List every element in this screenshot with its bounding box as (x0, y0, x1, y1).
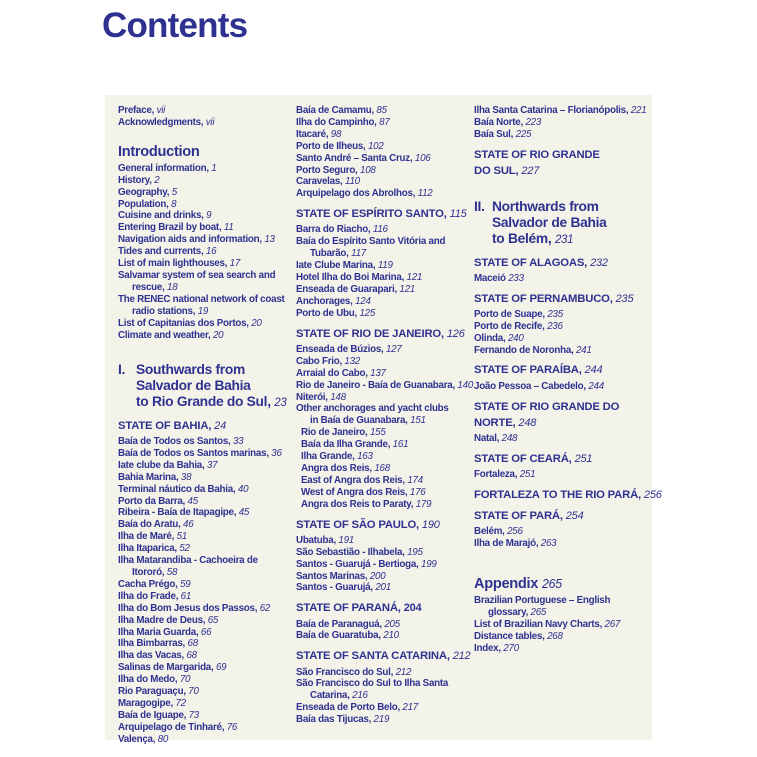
toc-entry: Tides and currents, 16 (118, 246, 217, 258)
toc-section-heading: NORTE, 248 (474, 416, 537, 429)
toc-entry: Geography, 5 (118, 186, 177, 198)
toc-section-heading: STATE OF PARAÍBA, 244 (474, 364, 603, 377)
page-number: 231 (554, 233, 574, 246)
toc-entry: Acknowledgments, vii (118, 116, 215, 128)
page-number: 268 (547, 630, 563, 642)
page-number: 210 (383, 630, 399, 642)
page-number: 19 (197, 305, 209, 317)
page-number: 256 (507, 526, 523, 538)
page-number: 127 (385, 343, 402, 355)
toc-entry: East of Angra dos Reis, 174 (301, 474, 423, 486)
page-number: 174 (407, 474, 423, 486)
toc-entry: The RENEC national network of coast (118, 293, 285, 305)
toc-part-heading: I. Southwards from (118, 362, 245, 378)
toc-column-2 (296, 105, 472, 726)
toc-entry: São Francisco do Sul to Ilha Santa (296, 678, 449, 690)
toc-entry: Index, 270 (474, 642, 519, 654)
part-number: I. (118, 362, 126, 378)
page-number: 151 (410, 415, 426, 427)
toc-entry: Ilha do Medo, 70 (118, 674, 191, 686)
page-number: 112 (417, 188, 433, 200)
page-number: 270 (503, 642, 519, 654)
page-number: 155 (369, 427, 386, 439)
page-number: 248 (501, 432, 518, 444)
page-number: 163 (357, 451, 373, 463)
toc-entry: Navigation aids and information, 13 (118, 234, 275, 246)
page-number: 70 (179, 674, 191, 686)
page-number: 16 (205, 246, 217, 258)
toc-entry: Baía das Tijucas, 219 (296, 714, 390, 726)
page-number: 244 (588, 380, 604, 392)
toc-entry: Catarina, 216 (310, 690, 368, 702)
toc-entry: Baía de Guaratuba, 210 (296, 630, 399, 642)
toc-entry: Porto da Barra, 45 (118, 495, 198, 507)
page-number: 58 (166, 566, 178, 578)
page-number: 68 (187, 638, 198, 650)
page-number: 46 (183, 519, 194, 531)
page-number: 265 (541, 577, 562, 592)
toc-section-heading: STATE OF RIO GRANDE DO (474, 400, 620, 413)
toc-entry: Santos - Guarujá, 201 (296, 582, 391, 594)
toc-heading: Appendix 265 (474, 576, 562, 593)
toc-entry: Baía da Ilha Grande, 161 (301, 439, 409, 451)
page-number: 233 (508, 272, 524, 284)
toc-entry: Porto de Ilheus, 102 (296, 140, 384, 152)
toc-section-heading: STATE OF PARÁ, 254 (474, 510, 584, 523)
toc-entry: Other anchorages and yacht clubs (296, 403, 449, 415)
page-number: 201 (375, 582, 391, 594)
toc-entry: Enseada de Búzios, 127 (296, 343, 402, 355)
toc-entry: Iate clube da Bahia, 37 (118, 459, 218, 471)
toc-entry: Ubatuba, 191 (296, 534, 354, 546)
toc-entry: Baía Sul, 225 (474, 128, 532, 140)
page-number: 73 (188, 709, 199, 721)
page-number: 45 (238, 507, 250, 519)
page-number: 267 (604, 619, 621, 631)
toc-entry: Itacaré, 98 (296, 128, 342, 140)
toc-column-3 (474, 105, 662, 655)
contents-panel (105, 95, 662, 745)
toc-entry: Cuisine and drinks, 9 (118, 210, 212, 222)
toc-section-heading: DO SUL, 227 (474, 164, 540, 177)
page-number: 115 (449, 208, 467, 221)
toc-entry: João Pessoa – Cabedelo, 244 (474, 380, 604, 392)
toc-entry: Baía de Todos os Santos marinas, 36 (118, 447, 282, 459)
part-number: II. (474, 199, 485, 215)
toc-entry: Baía do Espírito Santo Vitória and (296, 236, 446, 248)
toc-entry: Ilha do Bom Jesus dos Passos, 62 (118, 602, 271, 614)
page-number: 199 (421, 558, 437, 570)
page-number: 254 (565, 510, 584, 523)
toc-section-heading: STATE OF SANTA CATARINA, 212 (296, 650, 471, 663)
page-number: 195 (407, 546, 423, 558)
page-number: 251 (519, 469, 536, 481)
page-title: Contents (102, 6, 248, 45)
toc-entry: Santos - Guarujá - Bertioga, 199 (296, 558, 437, 570)
page-number: 70 (188, 686, 199, 698)
page-number: 225 (515, 128, 532, 140)
page-number: 72 (175, 697, 186, 709)
toc-entry: Itororó, 58 (132, 566, 178, 578)
page-number: 235 (547, 308, 563, 320)
toc-entry: São Sebastião - Ilhabela, 195 (296, 546, 423, 558)
toc-entry: São Francisco do Sul, 212 (296, 666, 412, 678)
page-number: 20 (251, 317, 262, 329)
toc-part-heading: II. Northwards from (474, 199, 599, 215)
page-number: 66 (200, 626, 212, 638)
toc-entry: Rio Paraguaçu, 70 (118, 686, 199, 698)
page-number: 36 (271, 447, 282, 459)
page-number: 98 (330, 128, 342, 140)
page-number: 248 (518, 416, 537, 429)
toc-entry: Baía Norte, 223 (474, 116, 542, 128)
page-number: 2 (154, 174, 160, 186)
page-number: 263 (540, 538, 557, 550)
page-number: 137 (370, 367, 386, 379)
toc-section-heading: STATE OF RIO GRANDE (474, 148, 600, 161)
toc-entry: Hotel Ilha do Boi Marina, 121 (296, 272, 423, 284)
page-number: 106 (414, 152, 431, 164)
toc-entry: Ilha de Maré, 51 (118, 531, 187, 543)
toc-entry: Niterói, 148 (296, 391, 346, 403)
toc-entry: Ribeira - Baía de Itapagipe, 45 (118, 507, 250, 519)
toc-entry: Anchorages, 124 (296, 295, 371, 307)
toc-entry: Baía do Aratu, 46 (118, 519, 194, 531)
toc-entry: Baía de Iguape, 73 (118, 709, 199, 721)
page-number: 221 (630, 105, 647, 116)
toc-entry: Ilha Bimbarras, 68 (118, 638, 198, 650)
toc-entry: Porto de Recife, 236 (474, 320, 563, 332)
page-number: 219 (373, 714, 390, 726)
toc-entry: Ilha Madre de Deus, 65 (118, 614, 219, 626)
page-number: 227 (521, 164, 540, 177)
toc-entry: List of Capitanias dos Portos, 20 (118, 317, 262, 329)
page-number: 119 (377, 260, 393, 272)
toc-part-heading: Salvador de Bahia (136, 378, 251, 394)
page-number: 212 (395, 666, 412, 678)
page-number: vii (205, 116, 215, 128)
page-number: 20 (212, 329, 224, 341)
page-number: 256 (643, 488, 662, 501)
page-number: 190 (421, 518, 440, 531)
toc-entry: Ilha Itaparica, 52 (118, 543, 190, 555)
toc-entry: Iate Clube Marina, 119 (296, 260, 393, 272)
toc-part-heading: to Belém, 231 (492, 230, 574, 246)
page-number: 132 (344, 355, 361, 367)
page-number: 24 (214, 419, 227, 432)
page-number: 110 (345, 176, 360, 188)
toc-entry: Baía de Paranaguá, 205 (296, 618, 400, 630)
page-number: 61 (180, 590, 192, 602)
page-number: 116 (372, 224, 388, 236)
page-number: 8 (171, 198, 177, 210)
page-number: 126 (446, 327, 465, 340)
toc-entry: Salvamar system of sea search and (118, 269, 276, 281)
toc-section-heading: STATE OF ESPÍRITO SANTO, 115 (296, 208, 467, 221)
toc-entry: Santo André – Santa Cruz, 106 (296, 152, 431, 164)
toc-entry: Angra dos Reis, 168 (301, 462, 390, 474)
toc-entry: Barra do Riacho, 116 (296, 224, 388, 236)
page-number: 40 (237, 483, 249, 495)
page-number: 240 (507, 332, 524, 344)
toc-entry: Natal, 248 (474, 432, 518, 444)
toc-entry: List of Brazilian Navy Charts, 267 (474, 619, 621, 631)
toc-entry: Fernando de Noronha, 241 (474, 344, 592, 356)
page-number: 179 (415, 498, 432, 510)
page-number: 45 (187, 495, 198, 507)
page-number: 236 (547, 320, 563, 332)
toc-entry: Enseada de Guarapari, 121 (296, 283, 416, 295)
toc-section-heading: STATE OF RIO DE JANEIRO, 126 (296, 327, 465, 340)
page-number: 102 (367, 140, 384, 152)
toc-entry: Salinas de Margarida, 69 (118, 662, 227, 674)
page-number: 62 (259, 602, 271, 614)
page-number: 235 (615, 292, 634, 305)
page-number: 18 (167, 281, 178, 293)
page-number: 265 (530, 607, 547, 619)
toc-entry: General information, 1 (118, 162, 217, 174)
toc-entry: Brazilian Portuguese – English (474, 595, 611, 607)
page-number: 108 (360, 164, 376, 176)
page-number: 200 (369, 570, 386, 582)
page-number: 52 (179, 543, 190, 555)
page-number: 80 (157, 733, 169, 745)
page-number: 191 (338, 534, 354, 546)
page-number: 244 (584, 364, 603, 377)
page-number: 85 (376, 105, 387, 116)
page-number: 33 (232, 436, 244, 447)
toc-section-heading: FORTALEZA TO THE RIO PARÁ, 256 (474, 488, 662, 501)
toc-entry: List of main lighthouses, 17 (118, 258, 241, 270)
toc-section-heading: STATE OF ALAGOAS, 232 (474, 256, 608, 269)
toc-entry: rescue, 18 (132, 281, 178, 293)
page-number: 68 (186, 650, 197, 662)
page-number: 76 (226, 721, 238, 733)
toc-entry: Ilha Maria Guarda, 66 (118, 626, 212, 638)
page-number: 241 (575, 344, 592, 356)
page-number: 205 (384, 618, 400, 630)
toc-entry: Porto de Suape, 235 (474, 308, 563, 320)
toc-entry: West of Angra dos Reis, 176 (301, 486, 426, 498)
toc-entry: Entering Brazil by boat, 11 (118, 222, 234, 234)
toc-entry: Ilha Grande, 163 (301, 451, 373, 463)
toc-entry: Ilha Matarandiba - Cachoeira de (118, 555, 258, 567)
toc-entry: radio stations, 19 (132, 305, 209, 317)
page-number: 223 (525, 116, 542, 128)
page-number: 59 (180, 578, 191, 590)
toc-entry: Olinda, 240 (474, 332, 524, 344)
page-number: 140 (457, 379, 474, 391)
page-number: 148 (330, 391, 346, 403)
toc-entry: Angra dos Reis to Paraty, 179 (301, 498, 432, 510)
toc-entry: Caravelas, 110 (296, 176, 360, 188)
page-number: 1 (211, 162, 217, 174)
page-number: 121 (399, 283, 416, 295)
toc-entry: Arquipelago de Tinharé, 76 (118, 721, 238, 733)
toc-entry: Terminal náutico da Bahia, 40 (118, 483, 249, 495)
toc-section-heading: STATE OF PARANÁ, 204 (296, 602, 422, 615)
toc-entry: Rio de Janeiro, 155 (301, 427, 386, 439)
toc-entry: Cacha Prégo, 59 (118, 578, 191, 590)
page-number: vii (156, 105, 166, 116)
page-number: 87 (379, 116, 390, 128)
page-number: 204 (403, 602, 422, 615)
toc-section-heading: STATE OF PERNAMBUCO, 235 (474, 292, 634, 305)
toc-entry: Valença, 80 (118, 733, 169, 745)
toc-heading: Introduction (118, 143, 200, 160)
page-number: 216 (352, 690, 368, 702)
toc-entry: Belém, 256 (474, 526, 523, 538)
toc-entry: Maceió 233 (474, 272, 524, 284)
page-number: 161 (392, 439, 409, 451)
page-number: 121 (406, 272, 423, 284)
page-number: 23 (274, 397, 287, 409)
toc-entry: Enseada de Porto Belo, 217 (296, 702, 419, 714)
toc-entry: Cabo Frio, 132 (296, 355, 361, 367)
page-number: 5 (171, 186, 177, 198)
toc-entry: Ilha do Frade, 61 (118, 590, 192, 602)
toc-entry: Arraial do Cabo, 137 (296, 367, 386, 379)
page-number: 212 (452, 650, 471, 663)
page-number: 217 (402, 702, 419, 714)
page-number: 51 (176, 531, 187, 543)
page-number: 65 (207, 614, 219, 626)
toc-section-heading: STATE OF CEARÁ, 251 (474, 452, 593, 465)
page-number: 37 (206, 459, 218, 471)
toc-entry: Baía de Camamu, 85 (296, 105, 387, 116)
toc-entry: Ilha das Vacas, 68 (118, 650, 197, 662)
page-number: 251 (574, 452, 593, 465)
toc-entry: in Baía de Guanabara, 151 (310, 415, 426, 427)
toc-column-1 (118, 105, 294, 746)
page-number: 125 (359, 307, 376, 319)
toc-part-heading: Salvador de Bahia (492, 214, 607, 230)
toc-entry: Tubarão, 117 (310, 248, 366, 260)
page-number: 13 (264, 234, 275, 246)
toc-entry: Fortaleza, 251 (474, 469, 536, 481)
page-number: 124 (355, 295, 371, 307)
toc-entry: Preface, vii (118, 105, 166, 116)
page-number: 117 (351, 248, 366, 260)
toc-entry: glossary, 265 (488, 607, 547, 619)
toc-entry: Population, 8 (118, 198, 177, 210)
toc-entry: Ilha Santa Catarina – Florianópolis, 221 (474, 105, 647, 116)
page-number: 69 (215, 662, 227, 674)
page-number: 176 (409, 486, 426, 498)
page-number: 9 (206, 210, 212, 222)
toc-entry: Rio de Janeiro - Baía de Guanabara, 140 (296, 379, 474, 391)
toc-entry: Arquipelago dos Abrolhos, 112 (296, 188, 433, 200)
page-number: 11 (223, 222, 234, 234)
page-number: 168 (374, 462, 390, 474)
toc-entry: Porto Seguro, 108 (296, 164, 376, 176)
toc-part-heading: to Rio Grande do Sul, 23 (136, 394, 287, 409)
toc-entry: Baía de Todos os Santos, 33 (118, 436, 244, 447)
toc-entry: Distance tables, 268 (474, 630, 563, 642)
toc-section-heading: STATE OF SÃO PAULO, 190 (296, 518, 440, 531)
toc-entry: Bahia Marina, 38 (118, 471, 192, 483)
page-number: 17 (229, 258, 241, 270)
toc-entry: Ilha de Marajó, 263 (474, 538, 557, 550)
page-number: 38 (180, 471, 192, 483)
toc-entry: Porto de Ubu, 125 (296, 307, 376, 319)
toc-entry: Ilha do Campinho, 87 (296, 116, 390, 128)
toc-entry: History, 2 (118, 174, 160, 186)
toc-entry: Santos Marinas, 200 (296, 570, 386, 582)
toc-entry: Climate and weather, 20 (118, 329, 224, 341)
page-number: 232 (590, 256, 608, 269)
toc-entry: Maragogipe, 72 (118, 697, 186, 709)
toc-section-heading: STATE OF BAHIA, 24 (118, 419, 227, 432)
